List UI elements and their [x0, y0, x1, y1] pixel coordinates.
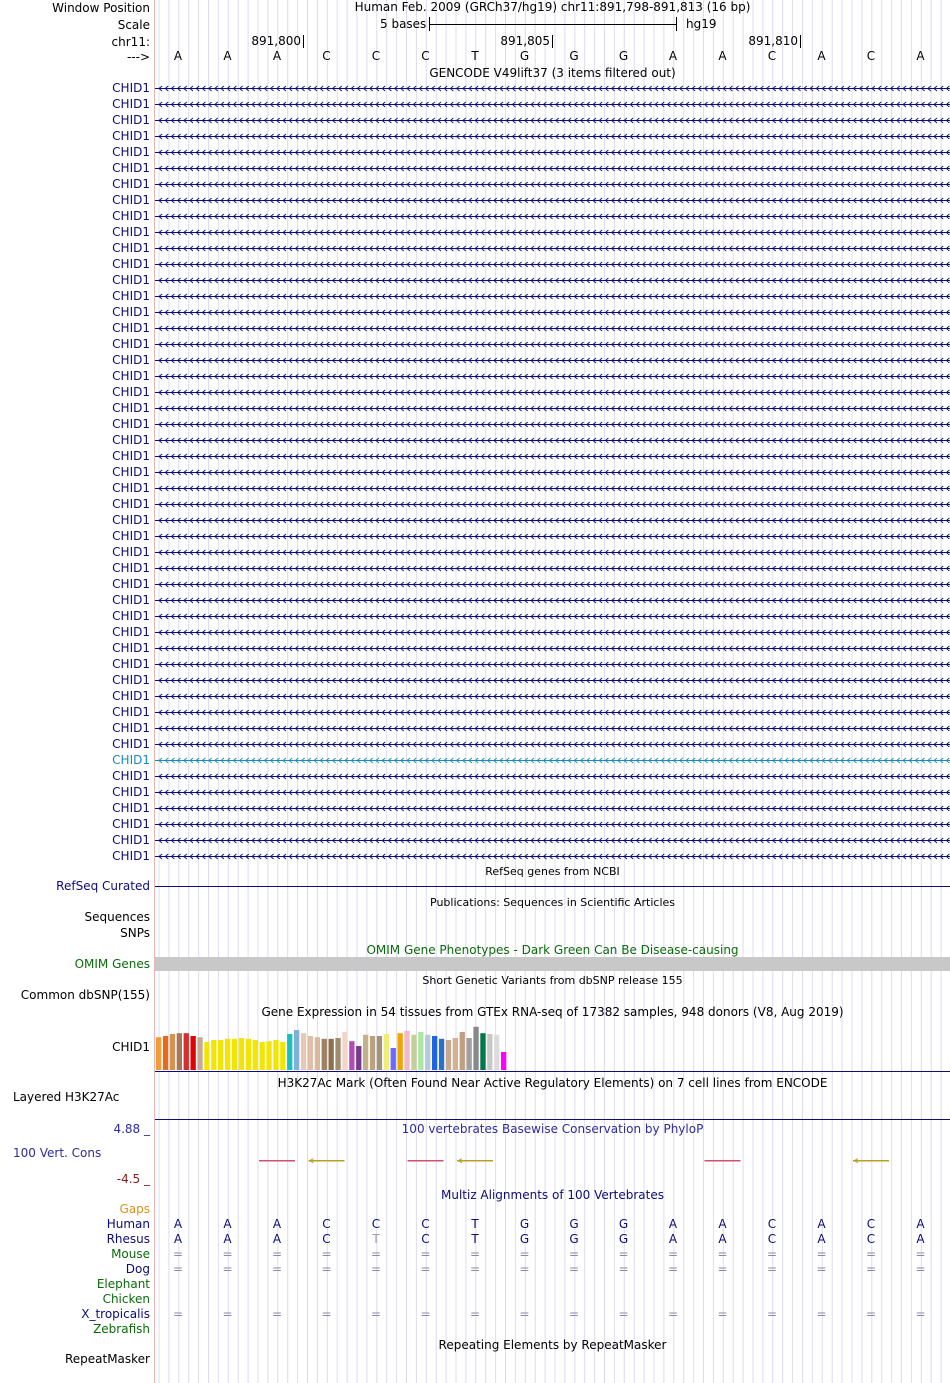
alignment-base: =	[618, 1247, 629, 1261]
sequence-base: C	[322, 49, 331, 63]
omim-track-title: OMIM Gene Phenotypes - Dark Green Can Be Disease-causing	[366, 943, 739, 957]
multiz-species-label[interactable]: Zebrafish	[93, 1322, 150, 1336]
alignment-base: =	[370, 1247, 382, 1261]
multiz-species-label[interactable]: Mouse	[111, 1247, 150, 1261]
gencode-transcript-label[interactable]: CHID1	[112, 641, 150, 655]
publications-sequences-label[interactable]: Sequences	[84, 910, 150, 924]
gencode-transcript-label[interactable]: CHID1	[112, 801, 150, 815]
gencode-transcript-label[interactable]: CHID1	[112, 497, 150, 511]
alignment-base: =	[618, 1307, 629, 1321]
alignment-base: C	[421, 1232, 430, 1246]
gencode-transcript-label[interactable]: CHID1	[112, 177, 150, 191]
alignment-base: =	[766, 1307, 778, 1321]
alignment-base: A	[718, 1217, 727, 1231]
alignment-base: =	[420, 1247, 431, 1261]
alignment-base: =	[222, 1247, 233, 1261]
alignment-base: =	[717, 1307, 728, 1321]
alignment-base: =	[222, 1307, 233, 1321]
sequence-base: A	[173, 49, 183, 63]
gencode-transcript-label[interactable]: CHID1	[112, 545, 150, 559]
alignment-base: G	[569, 1217, 579, 1231]
alignment-base: =	[865, 1247, 877, 1261]
alignment-base: G	[519, 1232, 530, 1246]
gencode-transcript-label[interactable]: CHID1	[112, 81, 150, 95]
gtex-track-title: Gene Expression in 54 tissues from GTEx RNA-seq of 17382 samples, 948 donors (V8, Aug 2019)	[261, 1005, 844, 1019]
browser-image[interactable]	[155, 0, 950, 1383]
gencode-transcript-label[interactable]: CHID1	[112, 385, 150, 399]
sequence-base: A	[668, 49, 678, 63]
alignment-base: =	[271, 1262, 283, 1276]
alignment-base: C	[866, 1217, 876, 1231]
alignment-base: A	[817, 1217, 826, 1231]
omim-track-label[interactable]: OMIM Genes	[74, 957, 150, 971]
phylop-score-mark	[705, 1160, 741, 1162]
alignment-base: =	[271, 1247, 283, 1261]
alignment-base: =	[717, 1247, 728, 1261]
phylop-score-mark	[853, 1160, 889, 1162]
alignment-base: A	[718, 1232, 727, 1246]
phylop-score-mark	[309, 1160, 345, 1162]
h3k27ac-track-label[interactable]: Layered H3K27Ac	[13, 1090, 120, 1104]
gencode-transcript-label[interactable]: CHID1	[112, 369, 150, 383]
alignment-base: G	[519, 1217, 530, 1231]
gtex-track-label[interactable]: CHID1	[112, 1040, 150, 1054]
gencode-transcript-label[interactable]: CHID1	[112, 769, 150, 783]
gencode-transcript-label[interactable]: CHID1	[112, 753, 150, 767]
gencode-transcript-label[interactable]: CHID1	[112, 449, 150, 463]
gencode-transcript-label[interactable]: CHID1	[112, 657, 150, 671]
alignment-base: =	[370, 1262, 382, 1276]
gencode-transcript-label[interactable]: CHID1	[112, 529, 150, 543]
alignment-base: =	[469, 1247, 481, 1261]
alignment-base: =	[321, 1247, 332, 1261]
gencode-transcript-label[interactable]: CHID1	[112, 321, 150, 335]
alignment-base: A	[817, 1232, 826, 1246]
multiz-species-label[interactable]: Gaps	[119, 1202, 150, 1216]
alignment-base: =	[667, 1247, 679, 1261]
sequence-base: C	[767, 49, 777, 63]
alignment-base: T	[372, 1232, 380, 1246]
sequence-base: A	[272, 49, 282, 63]
alignment-base: =	[271, 1307, 283, 1321]
gencode-transcript-label[interactable]: CHID1	[112, 97, 150, 111]
gencode-transcript-label[interactable]: CHID1	[112, 513, 150, 527]
sequence-base: G	[519, 49, 530, 63]
sequence-base: C	[866, 49, 876, 63]
phylop-max-label: 4.88 _	[113, 1122, 150, 1136]
sequence-base: A	[817, 49, 826, 63]
gencode-transcript-label[interactable]: CHID1	[112, 785, 150, 799]
alignment-base: =	[667, 1307, 679, 1321]
alignment-base: T	[471, 1217, 479, 1231]
h3k27ac-track-title: H3K27Ac Mark (Often Found Near Active Regulatory Elements) on 7 cell lines from ENCODE	[277, 1076, 828, 1090]
alignment-base: =	[816, 1247, 827, 1261]
alignment-base: =	[568, 1247, 580, 1261]
dbsnp-track-label[interactable]: Common dbSNP(155)	[20, 988, 150, 1002]
sequence-base: A	[223, 49, 232, 63]
phylop-track-title: 100 vertebrates Basewise Conservation by PhyloP	[401, 1122, 704, 1136]
phylop-min-label: -4.5 _	[116, 1172, 150, 1186]
multiz-species-label[interactable]: Rhesus	[106, 1232, 150, 1246]
gencode-track-title: GENCODE V49lift37 (3 items filtered out)	[429, 66, 676, 80]
position-tick-label: 891,805	[500, 34, 550, 48]
position-tick-label: 891,810	[748, 34, 798, 48]
alignment-base: =	[865, 1307, 877, 1321]
gencode-transcript-label[interactable]: CHID1	[112, 161, 150, 175]
alignment-base: A	[916, 1232, 925, 1246]
repeatmasker-track-title: Repeating Elements by RepeatMasker	[438, 1338, 667, 1352]
gencode-transcript-label[interactable]: CHID1	[112, 737, 150, 751]
assembly-title: Human Feb. 2009 (GRCh37/hg19) chr11:891,798-891,813 (16 bp)	[354, 0, 751, 14]
alignment-base: =	[469, 1262, 481, 1276]
window-position-label: Window Position	[52, 1, 150, 15]
alignment-base: =	[420, 1307, 431, 1321]
sequence-base: G	[569, 49, 579, 63]
alignment-base: =	[321, 1307, 332, 1321]
gencode-transcript-label[interactable]: CHID1	[112, 241, 150, 255]
gencode-transcript-label[interactable]: CHID1	[112, 561, 150, 575]
alignment-base: =	[420, 1262, 431, 1276]
alignment-base: =	[667, 1262, 679, 1276]
alignment-base: =	[519, 1247, 530, 1261]
alignment-base: A	[668, 1217, 678, 1231]
gencode-transcript-label[interactable]: CHID1	[112, 673, 150, 687]
alignment-base: =	[172, 1307, 184, 1321]
alignment-base: =	[618, 1262, 629, 1276]
refseq-track-label[interactable]: RefSeq Curated	[56, 879, 150, 893]
alignment-base: G	[618, 1232, 629, 1246]
gencode-transcript-label[interactable]: CHID1	[112, 113, 150, 127]
alignment-base: =	[172, 1262, 184, 1276]
multiz-species-label[interactable]: Elephant	[96, 1277, 150, 1291]
gencode-transcript-label[interactable]: CHID1	[112, 577, 150, 591]
alignment-base: =	[519, 1262, 530, 1276]
alignment-base: =	[321, 1262, 332, 1276]
phylop-score-mark	[259, 1160, 295, 1162]
alignment-base: =	[766, 1262, 778, 1276]
multiz-species-label[interactable]: X_tropicalis	[81, 1307, 150, 1321]
gencode-transcript-label[interactable]: CHID1	[112, 225, 150, 239]
sequence-base: G	[618, 49, 629, 63]
alignment-base: =	[568, 1262, 580, 1276]
scale-text: 5 bases	[380, 17, 427, 31]
phylop-graph[interactable]	[155, 0, 950, 1180]
alignment-base: C	[421, 1217, 430, 1231]
gencode-transcript-label[interactable]: CHID1	[112, 849, 150, 863]
gencode-transcript-label[interactable]: CHID1	[112, 705, 150, 719]
alignment-base: =	[766, 1247, 778, 1261]
gencode-transcript-label[interactable]: CHID1	[112, 481, 150, 495]
alignment-base: A	[272, 1232, 282, 1246]
sequence-base: A	[916, 49, 925, 63]
alignment-base: C	[866, 1232, 876, 1246]
phylop-track-label[interactable]: 100 Vert. Cons	[13, 1146, 102, 1160]
gencode-transcript-label[interactable]: CHID1	[112, 129, 150, 143]
gencode-transcript-label[interactable]: CHID1	[112, 833, 150, 847]
refseq-track-title: RefSeq genes from NCBI	[485, 865, 620, 878]
gencode-transcript-label[interactable]: CHID1	[112, 625, 150, 639]
position-tick-label: 891,800	[251, 34, 301, 48]
gencode-transcript-label[interactable]: CHID1	[112, 353, 150, 367]
chrom-label: chr11:	[111, 35, 150, 49]
phylop-score-mark	[408, 1160, 444, 1162]
gencode-transcript-label[interactable]: CHID1	[112, 721, 150, 735]
alignment-base: =	[717, 1262, 728, 1276]
alignment-base: =	[816, 1262, 827, 1276]
multiz-track-title: Multiz Alignments of 100 Vertebrates	[440, 1188, 665, 1202]
alignment-base: A	[916, 1217, 925, 1231]
alignment-base: =	[865, 1262, 877, 1276]
alignment-base: =	[568, 1307, 580, 1321]
publications-track-title: Publications: Sequences in Scientific Articles	[430, 896, 675, 909]
gencode-transcript-label[interactable]: CHID1	[112, 609, 150, 623]
sequence-base: A	[718, 49, 727, 63]
gencode-transcript-label[interactable]: CHID1	[112, 273, 150, 287]
alignment-base: G	[569, 1232, 579, 1246]
multiz-species-label[interactable]: Dog	[125, 1262, 150, 1276]
strand-label: --->	[126, 50, 150, 64]
gencode-transcript-label[interactable]: CHID1	[112, 417, 150, 431]
alignment-base: C	[767, 1232, 777, 1246]
alignment-base: A	[272, 1217, 282, 1231]
sequence-base: C	[371, 49, 381, 63]
alignment-base: C	[371, 1217, 381, 1231]
alignment-base: G	[618, 1217, 629, 1231]
alignment-base: =	[370, 1307, 382, 1321]
alignment-base: C	[322, 1232, 331, 1246]
alignment-base: =	[519, 1307, 530, 1321]
alignment-base: A	[668, 1232, 678, 1246]
multiz-species-label[interactable]: Chicken	[102, 1292, 150, 1306]
alignment-base: =	[222, 1262, 233, 1276]
alignment-base: =	[915, 1262, 926, 1276]
gencode-transcript-label[interactable]: CHID1	[112, 193, 150, 207]
alignment-base: A	[173, 1232, 183, 1246]
sequence-base: T	[471, 49, 479, 63]
alignment-base: A	[173, 1217, 183, 1231]
gencode-transcript-label[interactable]: CHID1	[112, 145, 150, 159]
gencode-transcript-label[interactable]: CHID1	[112, 305, 150, 319]
sequence-base: C	[421, 49, 430, 63]
gencode-transcript-label[interactable]: CHID1	[112, 209, 150, 223]
alignment-base: =	[915, 1247, 926, 1261]
alignment-base: =	[915, 1307, 926, 1321]
gencode-transcript-label[interactable]: CHID1	[112, 337, 150, 351]
gencode-transcript-label[interactable]: CHID1	[112, 433, 150, 447]
scale-label: Scale	[117, 18, 150, 32]
alignment-base: A	[223, 1217, 232, 1231]
alignment-base: T	[471, 1232, 479, 1246]
gencode-transcript-label[interactable]: CHID1	[112, 817, 150, 831]
dbsnp-track-title: Short Genetic Variants from dbSNP release 155	[422, 974, 683, 987]
alignment-base: =	[816, 1307, 827, 1321]
scale-db: hg19	[686, 17, 717, 31]
alignment-base: =	[172, 1247, 184, 1261]
repeatmasker-track-label[interactable]: RepeatMasker	[64, 1352, 150, 1366]
alignment-base: C	[767, 1217, 777, 1231]
gencode-transcript-label[interactable]: CHID1	[112, 401, 150, 415]
alignment-base: C	[322, 1217, 331, 1231]
track-labels	[0, 0, 153, 1383]
publications-snps-label[interactable]: SNPs	[120, 926, 150, 940]
gencode-transcript-label[interactable]: CHID1	[112, 689, 150, 703]
gencode-transcript-label[interactable]: CHID1	[112, 465, 150, 479]
multiz-species-label[interactable]: Human	[106, 1217, 150, 1231]
gencode-transcript-label[interactable]: CHID1	[112, 257, 150, 271]
alignment-base: A	[223, 1232, 232, 1246]
alignment-base: =	[469, 1307, 481, 1321]
gencode-transcript-label[interactable]: CHID1	[112, 289, 150, 303]
phylop-score-mark	[457, 1160, 493, 1162]
gencode-transcript-label[interactable]: CHID1	[112, 593, 150, 607]
